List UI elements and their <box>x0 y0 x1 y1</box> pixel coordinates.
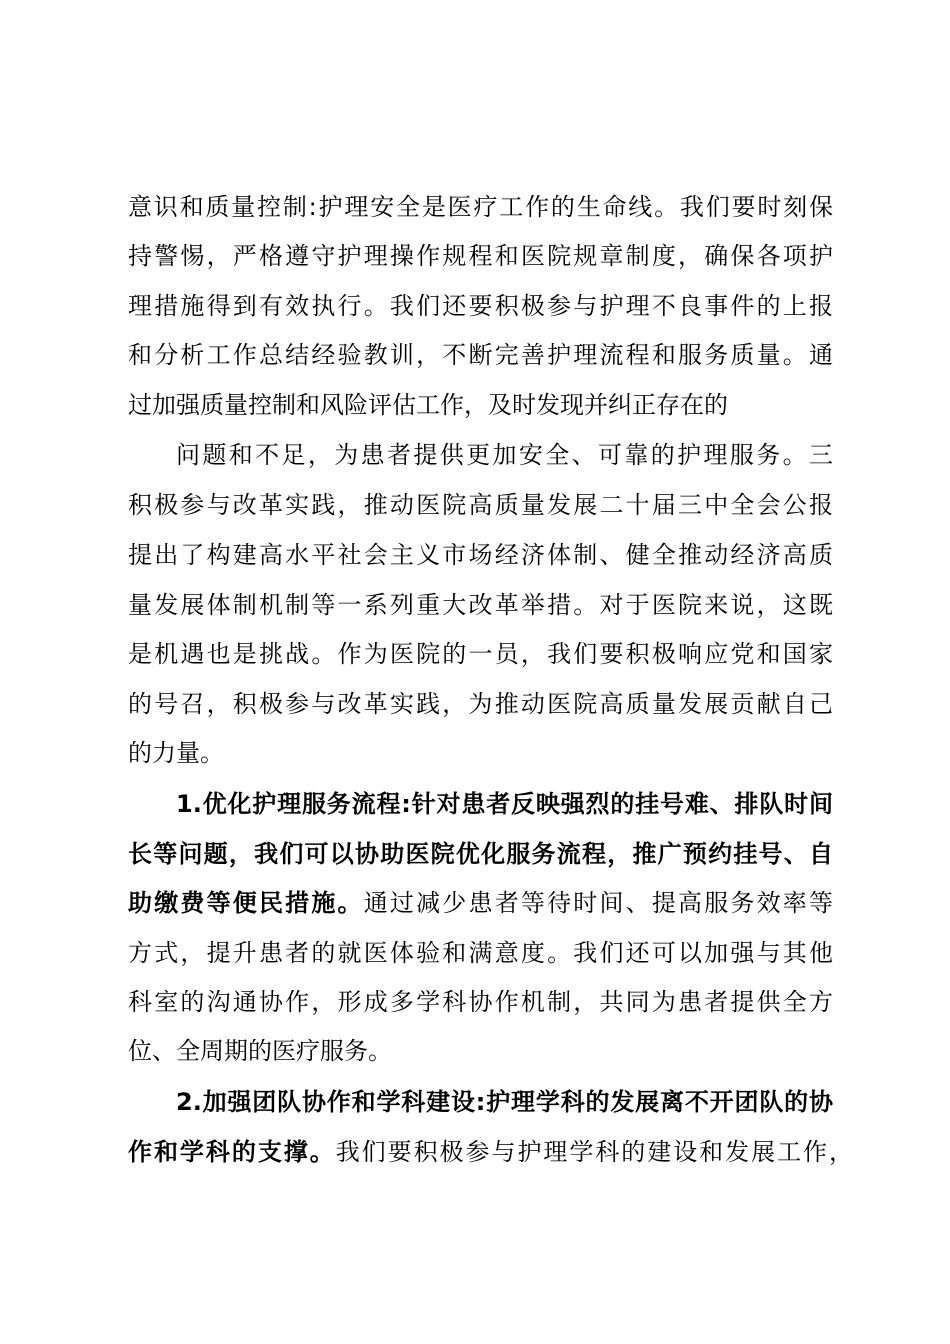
paragraph-line: 过加强质量控制和风险评估工作，及时发现并纠正存在的 <box>128 391 728 419</box>
paragraph-line: 作和学科的支撑。我们要积极参与护理学科的建设和发展工作， <box>128 1138 853 1166</box>
paragraph-line: 位、全周期的医疗服务。 <box>128 1037 392 1065</box>
paragraph-line: 积极参与改革实践，推动医院高质量发展二十届三中全会公报 <box>128 491 833 519</box>
paragraph-line: 是机遇也是挑战。作为医院的一员，我们要积极响应党和国家 <box>128 640 833 668</box>
paragraph-line: 意识和质量控制:护理安全是医疗工作的生命线。我们要时刻保 <box>128 193 833 221</box>
paragraph-line: 持警惕，严格遵守护理操作规程和医院规章制度，确保各项护 <box>128 242 833 270</box>
paragraph-line: 科室的沟通协作，形成多学科协作机制，共同为患者提供全方 <box>128 988 833 1016</box>
paragraph-line: 的号召，积极参与改革实践，为推动医院高质量发展贡献自己 <box>128 690 833 718</box>
paragraph-line: 量发展体制机制等一系列重大改革举措。对于医院来说，这既 <box>128 591 833 619</box>
paragraph-line: 提出了构建高水平社会主义市场经济体制、健全推动经济高质 <box>128 541 833 569</box>
bold-heading-line: 2.加强团队协作和学科建设:护理学科的发展离不开团队的协 <box>176 1088 833 1116</box>
paragraph-line: 和分析工作总结经验教训，不断完善护理流程和服务质量。通 <box>128 341 833 369</box>
bold-heading-line: 1.优化护理服务流程:针对患者反映强烈的挂号难、排队时间 <box>176 790 833 818</box>
paragraph-line: 问题和不足，为患者提供更加安全、可靠的护理服务。三 <box>176 441 833 469</box>
bold-heading-line: 长等问题，我们可以协助医院优化服务流程，推广预约挂号、自 <box>128 840 833 868</box>
paragraph-line: 助缴费等便民措施。通过减少患者等待时间、提高服务效率等 <box>128 889 834 917</box>
paragraph-line: 理措施得到有效执行。我们还要积极参与护理不良事件的上报 <box>128 292 833 320</box>
paragraph-line: 的力量。 <box>128 739 224 767</box>
paragraph-line: 方式，提升患者的就医体验和满意度。我们还可以加强与其他 <box>128 939 833 967</box>
